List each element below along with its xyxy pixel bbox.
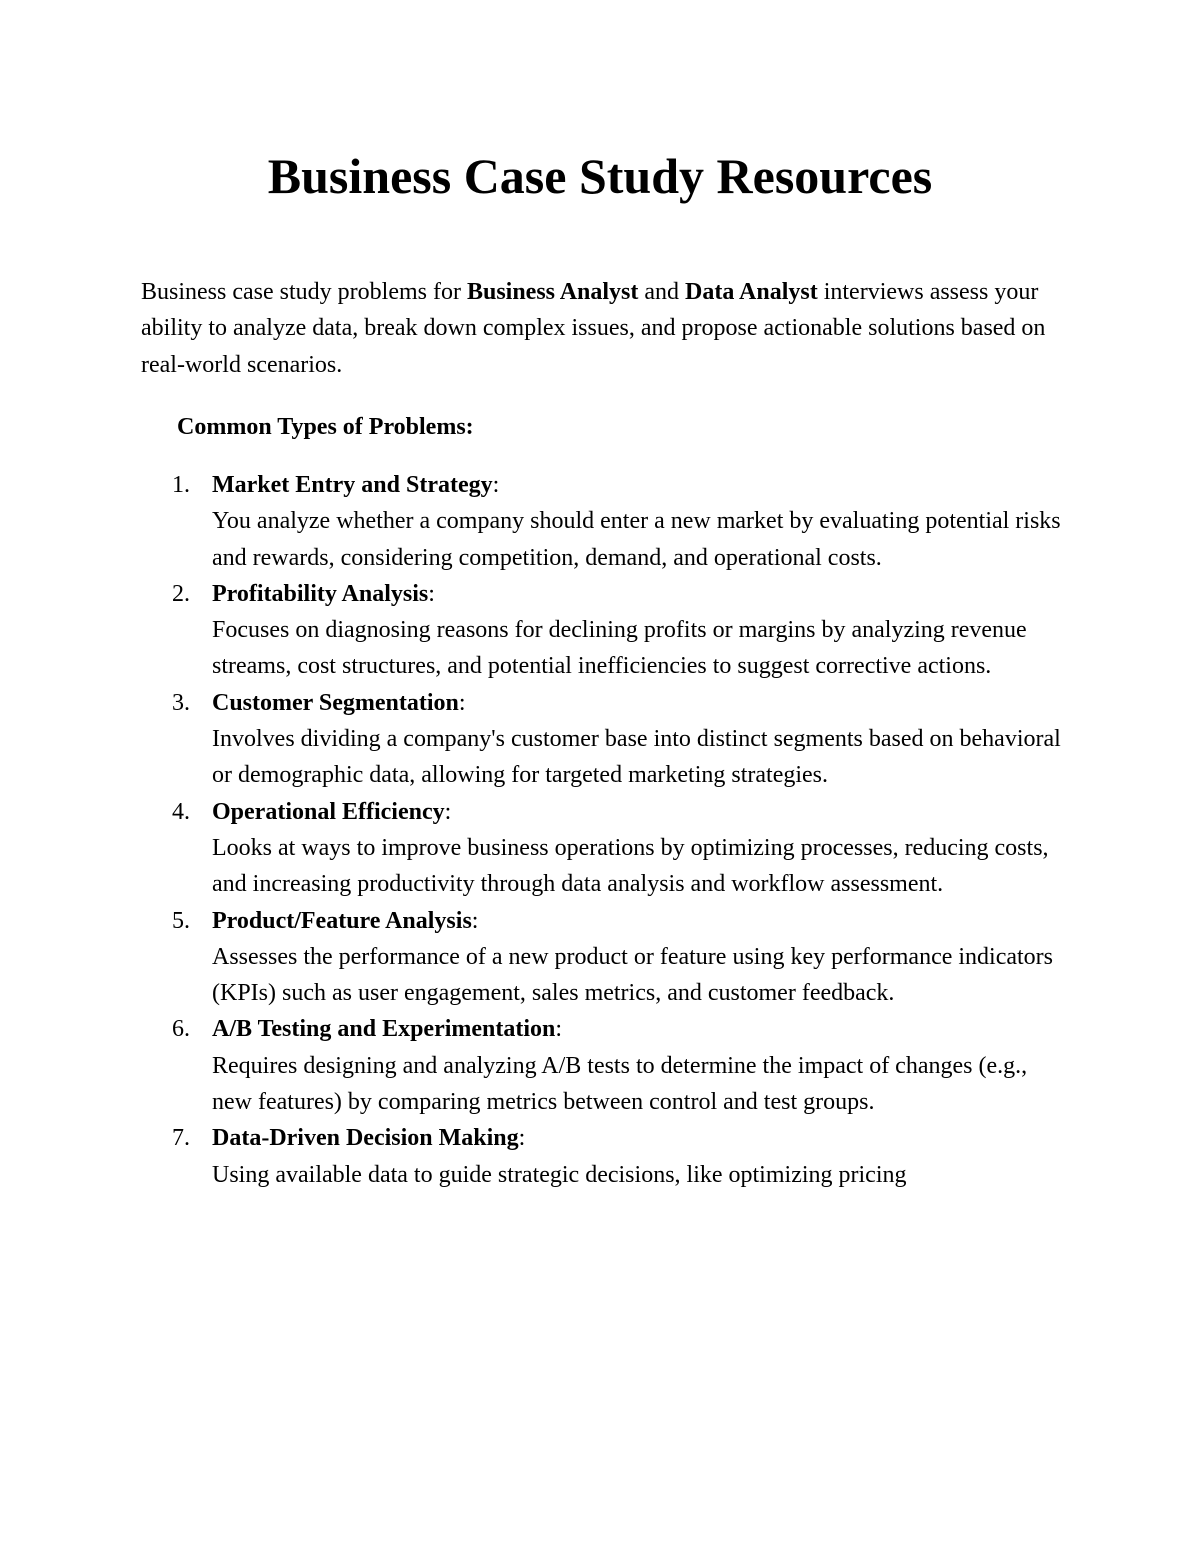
list-item-number: 1. — [172, 472, 190, 498]
list-item — [0, 903, 1200, 1012]
list-item-body — [212, 685, 1072, 794]
list-item-number: 2. — [172, 580, 190, 607]
list-item-description: Involves dividing a company's customer base into distinct segments based on behavioral or demographic data, allowing for targeted marketing strategies. — [212, 726, 1061, 789]
intro-text-2: and — [638, 279, 686, 305]
list-item-colon: : — [471, 907, 479, 934]
list-item-description: You analyze whether a company should enter a new market by evaluating potential risks and rewards, considering competition, demand, and operational costs. — [212, 508, 1061, 571]
list-item-description: Focuses on diagnosing reasons for declining profits or margins by analyzing revenue streams, cost structures, and potential inefficiencies to suggest corrective actions. — [212, 617, 1027, 680]
list-item — [0, 1120, 1200, 1193]
list-item-colon: : — [518, 1125, 526, 1152]
list-item-title: Product/Feature Analysis — [212, 907, 472, 934]
list-item-body — [212, 576, 1072, 685]
list-item-body — [212, 794, 1072, 903]
list-item-title: Operational Efficiency — [212, 798, 445, 825]
intro-paragraph — [141, 274, 1071, 383]
list-item-colon: : — [444, 798, 452, 825]
list-item — [0, 467, 1200, 576]
list-item-body — [212, 1120, 1072, 1193]
section-heading: Common Types of Problems: — [177, 414, 474, 440]
list-item-body — [212, 903, 1072, 1012]
list-item-colon: : — [492, 472, 500, 498]
problem-types-list — [0, 467, 1200, 1193]
list-item-number: 3. — [172, 689, 190, 716]
intro-bold-business-analyst: Business Analyst — [466, 279, 639, 305]
list-item-number: 5. — [172, 907, 190, 934]
intro-text-1: Business case study problems for — [141, 279, 467, 305]
list-item — [0, 794, 1200, 903]
list-item-colon: : — [458, 689, 466, 716]
list-item-description: Assesses the performance of a new product or feature using key performance indicators (KPIs) such as user engagement, sales metrics, and customer feedback. — [212, 943, 1054, 1007]
list-item-title: Profitability Analysis — [212, 580, 429, 607]
list-item-number: 6. — [172, 1016, 190, 1043]
list-item-body — [212, 1011, 1072, 1120]
list-item-title: Market Entry and Strategy — [212, 472, 493, 498]
list-item-description: Requires designing and analyzing A/B tests to determine the impact of changes (e.g., new features) by comparing metrics between control and test groups. — [212, 1052, 1028, 1116]
list-item-description: Looks at ways to improve business operations by optimizing processes, reducing costs, and increasing productivity through data analysis and workflow assessment. — [212, 834, 1049, 898]
list-item — [0, 685, 1200, 794]
list-item-colon: : — [555, 1016, 563, 1043]
list-item — [0, 576, 1200, 685]
list-item-title: Customer Segmentation — [212, 689, 459, 716]
list-item — [0, 1011, 1200, 1120]
intro-text-3: interviews assess your ability to analyze data, break down complex issues, and propose actionable solutions based on real-world scenarios. — [141, 279, 1046, 378]
page-title: Business Case Study Resources — [267, 148, 933, 204]
list-item-number: 7. — [172, 1125, 190, 1152]
list-item-colon: : — [428, 580, 435, 607]
intro-bold-data-analyst: Data Analyst — [685, 279, 818, 305]
list-item-body — [212, 467, 1072, 576]
list-item-number: 4. — [172, 798, 190, 825]
list-item-title: Data-Driven Decision Making — [212, 1125, 519, 1152]
list-item-title: A/B Testing and Experimentation — [212, 1016, 556, 1043]
list-item-description: Using available data to guide strategic decisions, like optimizing pricing — [212, 1161, 907, 1188]
